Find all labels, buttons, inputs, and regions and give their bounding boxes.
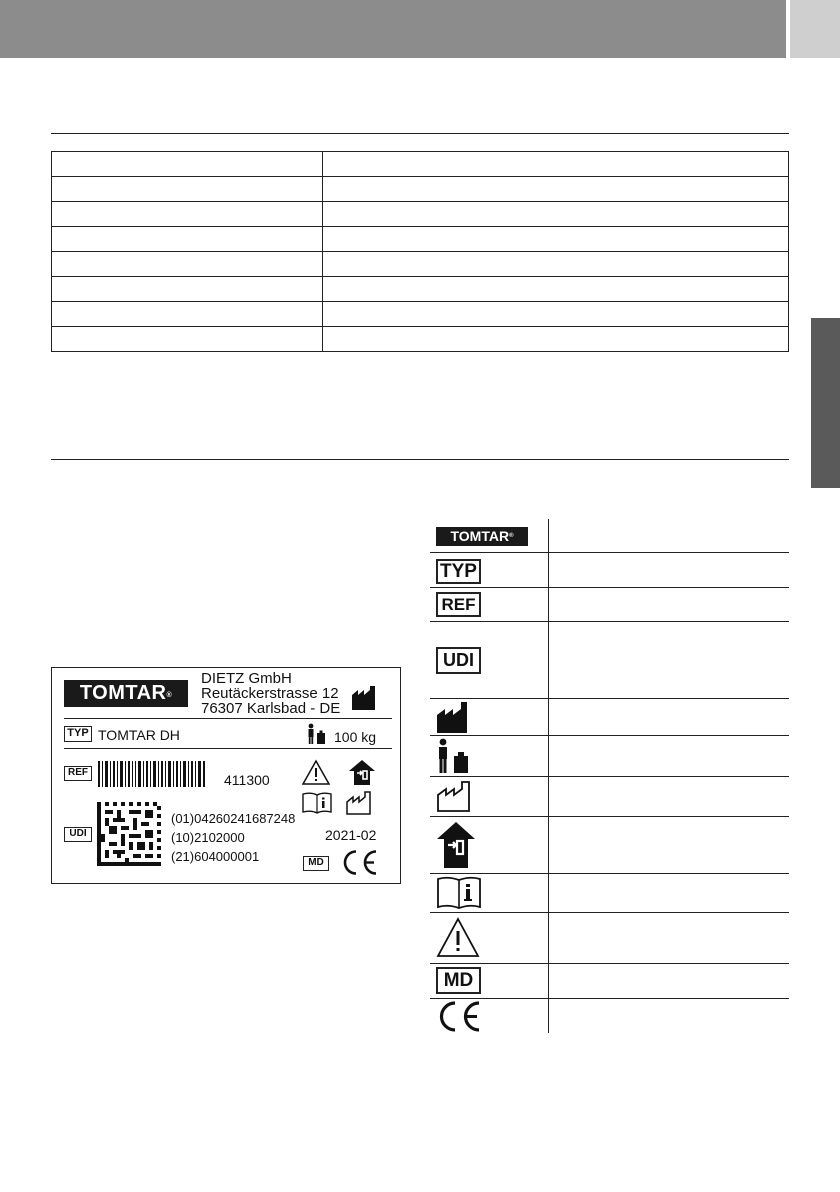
legend-row-divider (430, 873, 789, 874)
legend-row-divider (430, 587, 789, 588)
legend-instructions-icon (436, 876, 482, 910)
legend-caution-icon (436, 916, 480, 960)
legend-row-divider (430, 998, 789, 999)
legend-manufacture-date-icon (436, 779, 476, 813)
caution-icon (301, 759, 331, 786)
legend-importer-icon (436, 821, 476, 869)
typ-value: TOMTAR DH (98, 727, 180, 743)
max-load-value: 100 kg (334, 729, 377, 745)
typ-symbol: TYP (64, 726, 92, 742)
ref-value: 411300 (224, 772, 270, 788)
legend-tomtar-logo: TOMTAR® (436, 527, 528, 546)
ce-mark-icon (339, 849, 379, 876)
manufacturer-city: 76307 Karlsbad - DE (201, 700, 341, 717)
table-row (52, 202, 789, 227)
udi-line-2: (10)2102000 (171, 830, 245, 845)
table-row (52, 302, 789, 327)
manufacturer-name: DIETZ GmbH (201, 670, 292, 687)
udi-symbol: UDI (64, 827, 92, 842)
table-row (52, 277, 789, 302)
manufacturer-address (201, 671, 340, 716)
max-load-icon (307, 723, 327, 745)
ref-symbol: REF (64, 766, 92, 781)
udi-datamatrix-code (97, 802, 161, 866)
plate-divider (64, 718, 392, 719)
md-symbol: MD (303, 856, 329, 871)
table-row (52, 252, 789, 277)
section-rule-top (51, 133, 789, 134)
table-row (52, 227, 789, 252)
legend-max-load-icon (436, 738, 474, 774)
legend-row-divider (430, 735, 789, 736)
udi-line-1: (01)04260241687248 (171, 811, 296, 826)
manufacture-date-icon (345, 788, 379, 816)
table-row (52, 327, 789, 352)
specifications-table (51, 151, 789, 352)
plate-divider (64, 748, 392, 749)
tomtar-logo: TOMTAR® (64, 680, 188, 707)
legend-row-divider (430, 912, 789, 913)
legend-row-divider (430, 776, 789, 777)
section-rule-bottom (51, 459, 789, 460)
legend-row-divider (430, 621, 789, 622)
instructions-icon (301, 792, 333, 814)
legend-row-divider (430, 552, 789, 553)
legend-udi-symbol: UDI (436, 647, 481, 674)
importer-icon (348, 759, 376, 786)
legend-typ-symbol: TYP (436, 559, 481, 584)
legend-row-divider (430, 698, 789, 699)
header-tab (790, 0, 840, 58)
side-chapter-tab (811, 318, 840, 488)
manufacturer-street: Reutäckerstrasse 12 (201, 685, 339, 702)
legend-manufacturer-icon (436, 701, 474, 734)
legend-md-symbol: MD (436, 967, 481, 994)
manufacturer-factory-icon (351, 685, 381, 711)
table-row (52, 177, 789, 202)
legend-ref-symbol: REF (436, 592, 481, 617)
legend-row-divider (430, 963, 789, 964)
legend-ce-mark-icon (436, 1000, 482, 1033)
udi-line-3: (21)604000001 (171, 849, 260, 864)
manufacture-date-value: 2021-02 (325, 827, 377, 843)
legend-row-divider (430, 816, 789, 817)
type-label-plate (51, 667, 401, 884)
ref-barcode (98, 761, 208, 787)
table-row (52, 152, 789, 177)
header-bar (0, 0, 786, 58)
